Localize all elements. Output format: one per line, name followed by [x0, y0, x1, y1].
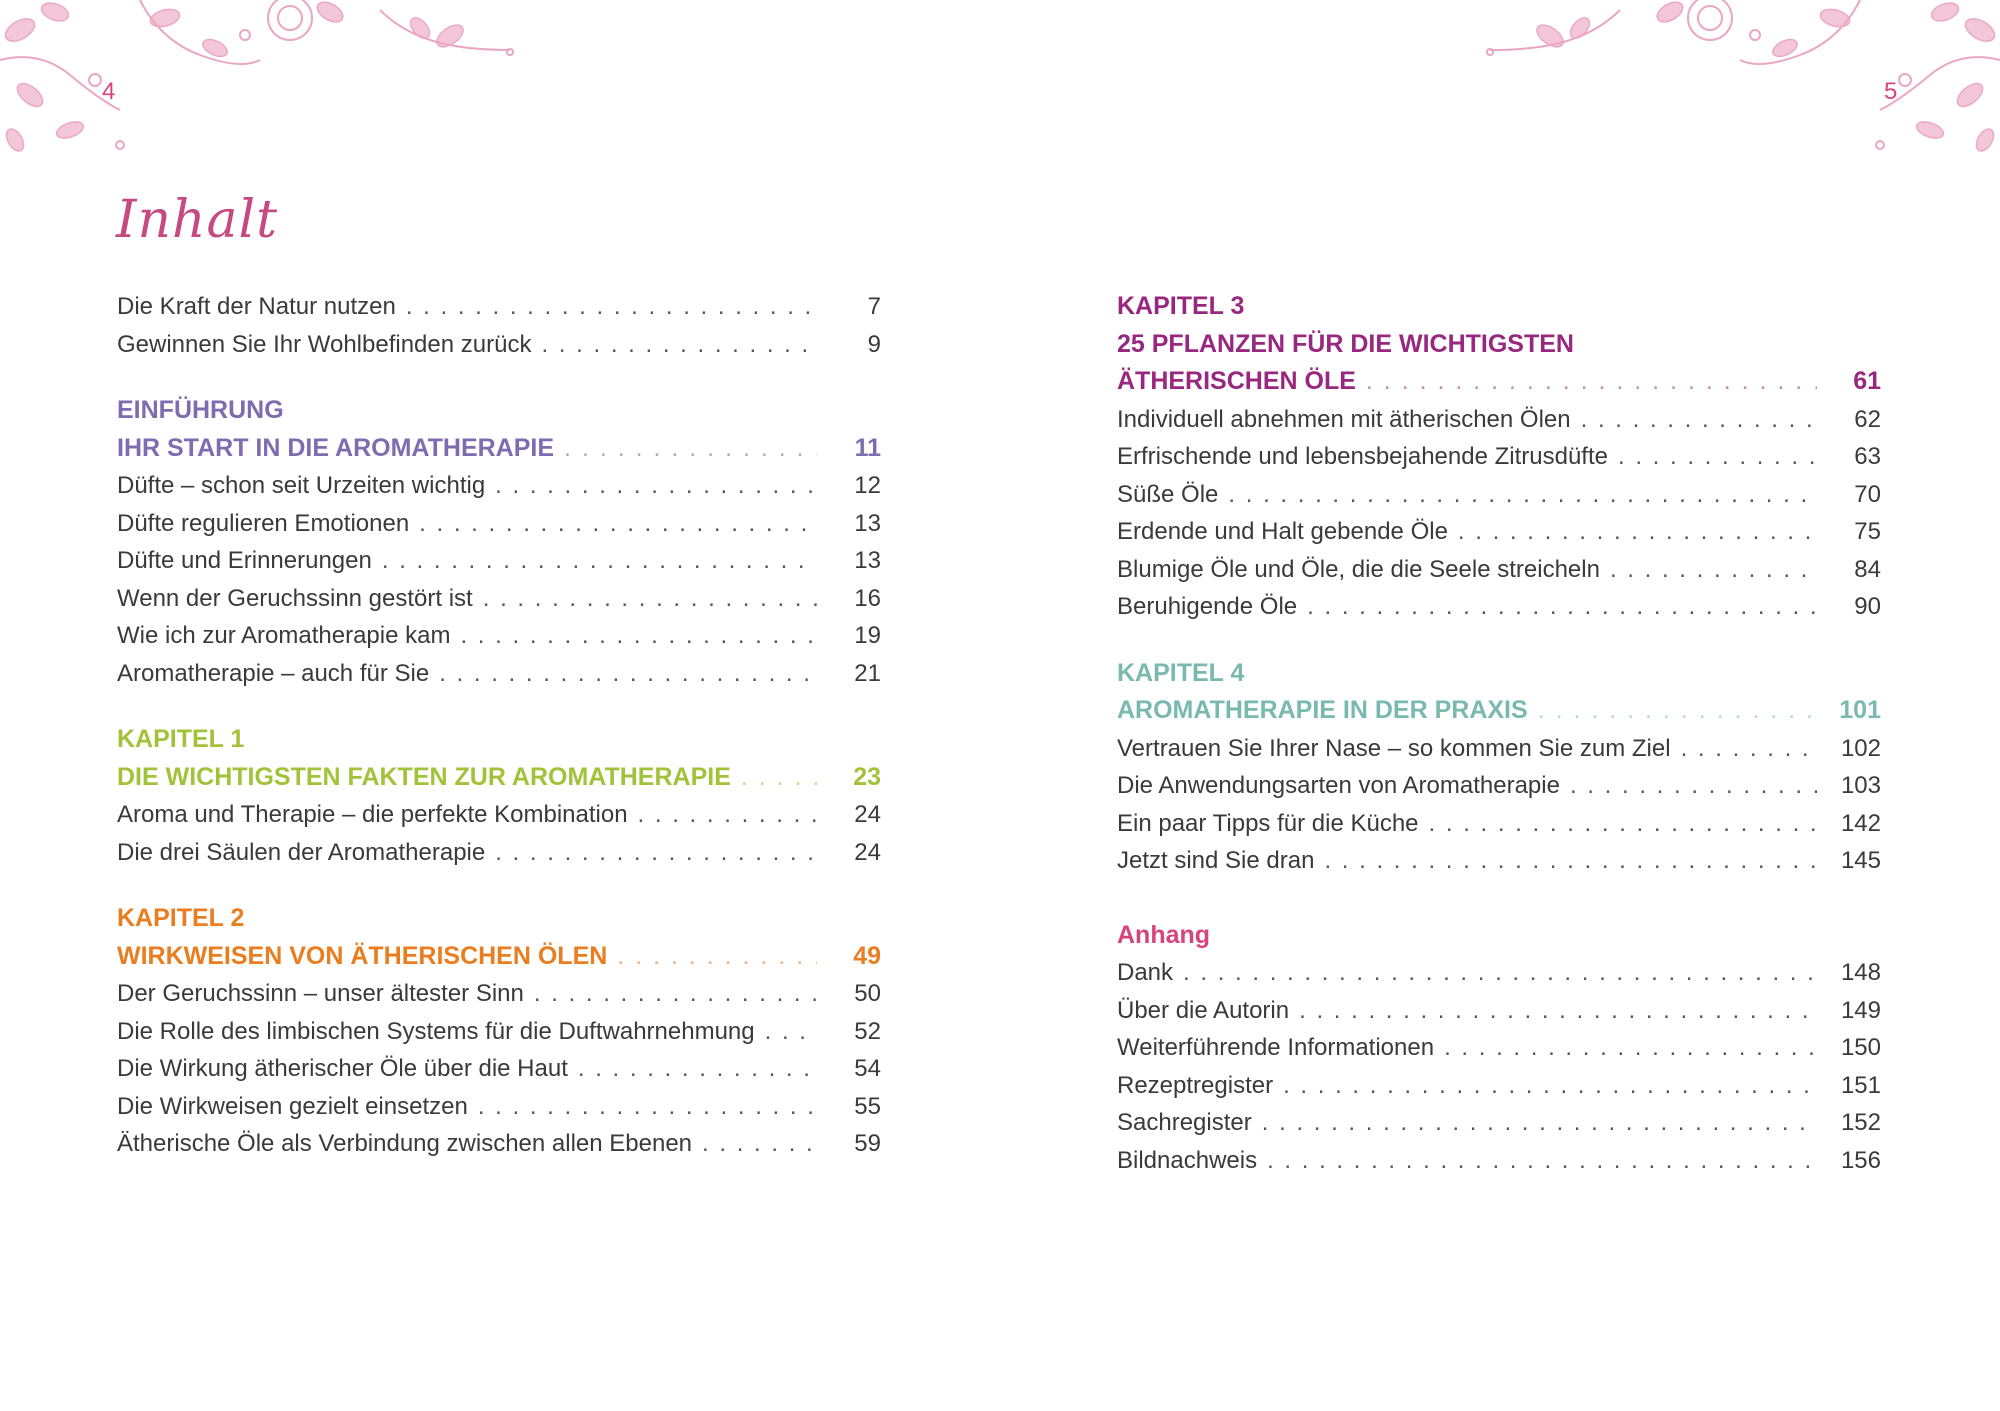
toc-section-anhang: [1117, 917, 1881, 1180]
toc-left-column: [117, 288, 881, 1163]
leader-dots: [495, 834, 817, 872]
toc-entry[interactable]: Dank . . . 148: [1117, 954, 1881, 992]
leader-dots: [1538, 692, 1817, 730]
toc-entry[interactable]: Wenn der Geruchssinn gestört ist . . . 16: [117, 580, 881, 618]
toc-entry[interactable]: Individuell abnehmen mit ätherischen Ölen . . . 62: [1117, 401, 1881, 439]
toc-entry[interactable]: Die drei Säulen der Aromatherapie . . . 24: [117, 834, 881, 872]
leader-dots: [439, 655, 817, 693]
toc-entry[interactable]: Gewinnen Sie Ihr Wohlbefinden zurück . . . 9: [117, 326, 881, 364]
toc-entry[interactable]: Die Wirkung ätherischer Öle über die Haut . . . 54: [117, 1050, 881, 1088]
toc-entry[interactable]: Erfrischende und lebensbejahende Zitrusdüfte . . . 63: [1117, 438, 1881, 476]
leader-dots: [1429, 805, 1817, 843]
toc-entry[interactable]: Erdende und Halt gebende Öle . . . 75: [1117, 513, 1881, 551]
leader-dots: [1610, 551, 1817, 589]
toc-entry[interactable]: Jetzt sind Sie dran . . . 145: [1117, 842, 1881, 880]
section-heading-row[interactable]: IHR START IN DIE AROMATHERAPIE . . . 11: [117, 430, 881, 468]
leader-dots: [1267, 1142, 1817, 1180]
section-kicker: KAPITEL 3: [1117, 292, 1245, 320]
toc-entry[interactable]: Die Anwendungsarten von Aromatherapie . . . 103: [1117, 767, 1881, 805]
section-heading-line: 25 PFLANZEN FÜR DIE WICHTIGSTEN: [1117, 329, 1574, 358]
toc-entry[interactable]: Bildnachweis . . . 156: [1117, 1142, 1881, 1180]
page-title: Inhalt: [116, 190, 279, 250]
leader-dots: [534, 975, 817, 1013]
leader-dots: [1618, 438, 1817, 476]
page-number-right: 5: [1884, 78, 1898, 105]
toc-section-einfuehrung: [117, 392, 881, 692]
section-heading-row[interactable]: WIRKWEISEN VON ÄTHERISCHEN ÖLEN . . . 49: [117, 938, 881, 976]
leader-dots: [419, 505, 817, 543]
toc-entry[interactable]: Die Kraft der Natur nutzen . . . 7: [117, 288, 881, 326]
section-heading-row[interactable]: DIE WICHTIGSTEN FAKTEN ZUR AROMATHERAPIE . . . 23: [117, 759, 881, 797]
toc-entry[interactable]: Aromatherapie – auch für Sie . . . 21: [117, 655, 881, 693]
page-number-left: 4: [102, 78, 116, 105]
toc-entry[interactable]: Die Rolle des limbischen Systems für die Duftwahrnehmung . . . 52: [117, 1013, 881, 1051]
toc-entry[interactable]: Düfte und Erinnerungen . . . 13: [117, 542, 881, 580]
floral-ornament-right: [1460, 0, 2000, 165]
leader-dots: [578, 1050, 817, 1088]
section-heading-row[interactable]: AROMATHERAPIE IN DER PRAXIS . . . 101: [1117, 692, 1881, 730]
leader-dots: [460, 617, 817, 655]
leader-dots: [1307, 588, 1817, 626]
toc-entry[interactable]: Der Geruchssinn – unser ältester Sinn . . . 50: [117, 975, 881, 1013]
toc-section-kapitel-4: [1117, 655, 1881, 880]
leader-dots: [1458, 513, 1817, 551]
leader-dots: [1299, 992, 1817, 1030]
leader-dots: [1581, 401, 1817, 439]
leader-dots: [702, 1125, 817, 1163]
toc-section-kapitel-3: [1117, 288, 1881, 626]
leader-dots: [1681, 730, 1817, 768]
leader-dots: [1283, 1067, 1817, 1105]
section-kicker: KAPITEL 2: [117, 904, 245, 932]
toc-entry[interactable]: Beruhigende Öle . . . 90: [1117, 588, 1881, 626]
leader-dots: [382, 542, 817, 580]
toc-entry[interactable]: Wie ich zur Aromatherapie kam . . . 19: [117, 617, 881, 655]
toc-entry[interactable]: Düfte – schon seit Urzeiten wichtig . . . 12: [117, 467, 881, 505]
leader-dots: [541, 326, 817, 364]
toc-entry[interactable]: Die Wirkweisen gezielt einsetzen . . . 55: [117, 1088, 881, 1126]
section-kicker: Anhang: [1117, 920, 1211, 949]
toc-entry[interactable]: Aroma und Therapie – die perfekte Kombination . . . 24: [117, 796, 881, 834]
toc-entry[interactable]: Sachregister . . . 152: [1117, 1104, 1881, 1142]
section-kicker: KAPITEL 4: [1117, 658, 1245, 687]
leader-dots: [406, 288, 817, 326]
leader-dots: [495, 467, 817, 505]
leader-dots: [1228, 476, 1817, 514]
toc-entry[interactable]: Ein paar Tipps für die Küche . . . 142: [1117, 805, 1881, 843]
leader-dots: [638, 796, 817, 834]
toc-entry[interactable]: Ätherische Öle als Verbindung zwischen allen Ebenen . . . 59: [117, 1125, 881, 1163]
toc-entry[interactable]: Süße Öle . . . 70: [1117, 476, 1881, 514]
leader-dots: [617, 938, 817, 976]
leader-dots: [741, 759, 817, 797]
leader-dots: [1570, 767, 1817, 805]
toc-section-kapitel-1: [117, 721, 881, 871]
leader-dots: [1444, 1029, 1817, 1067]
toc-entry[interactable]: Weiterführende Informationen . . . 150: [1117, 1029, 1881, 1067]
leader-dots: [483, 580, 817, 618]
leader-dots: [765, 1013, 817, 1051]
section-kicker: EINFÜHRUNG: [117, 396, 284, 424]
toc-intro-section: [117, 288, 881, 363]
toc-entry[interactable]: Über die Autorin . . . 149: [1117, 992, 1881, 1030]
toc-entry[interactable]: Düfte regulieren Emotionen . . . 13: [117, 505, 881, 543]
section-kicker: KAPITEL 1: [117, 725, 245, 753]
section-heading-row[interactable]: ÄTHERISCHEN ÖLE . . . 61: [1117, 363, 1881, 401]
leader-dots: [1324, 842, 1817, 880]
leader-dots: [1262, 1104, 1817, 1142]
leader-dots: [478, 1088, 817, 1126]
toc-entry[interactable]: Blumige Öle und Öle, die die Seele streicheln . . . 84: [1117, 551, 1881, 589]
toc-entry[interactable]: Vertrauen Sie Ihrer Nase – so kommen Sie zum Ziel . . . 102: [1117, 730, 1881, 768]
toc-section-kapitel-2: [117, 900, 881, 1163]
floral-ornament-left: [0, 0, 540, 165]
leader-dots: [564, 430, 817, 468]
leader-dots: [1183, 954, 1817, 992]
leader-dots: [1366, 363, 1817, 401]
toc-right-column: [1117, 288, 1881, 1179]
toc-entry[interactable]: Rezeptregister . . . 151: [1117, 1067, 1881, 1105]
